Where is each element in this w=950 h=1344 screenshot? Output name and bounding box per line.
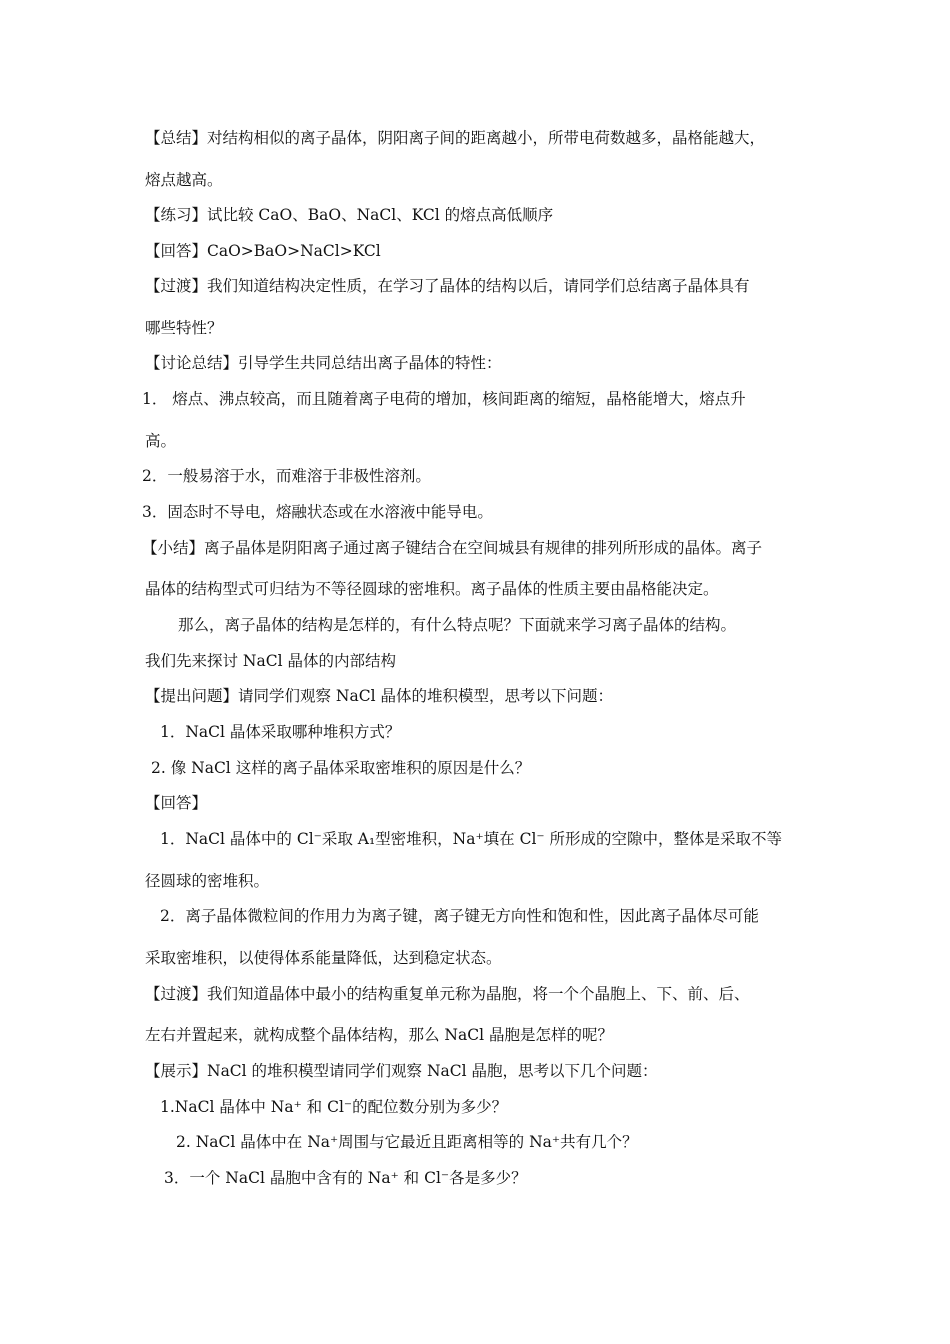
transition-line-1: 【过渡】我们知道结构决定性质，在学习了晶体的结构以后，请同学们总结离子晶体具有 bbox=[145, 277, 750, 295]
transition-2-line-1: 【过渡】我们知道晶体中最小的结构重复单元称为晶胞，将一个个晶胞上、下、前、后、 bbox=[145, 985, 750, 1003]
summary-line-2: 熔点越高。 bbox=[145, 171, 223, 189]
display-question-1: 1.NaCl 晶体中 Na⁺ 和 Cl⁻的配位数分别为多少？ bbox=[160, 1098, 508, 1116]
transition-2-line-2: 左右并置起来，就构成整个晶体结构，那么 NaCl 晶胞是怎样的呢？ bbox=[145, 1026, 613, 1044]
display-question-2: 2. NaCl 晶体中在 Na⁺周围与它最近且距离相等的 Na⁺共有几个？ bbox=[176, 1133, 638, 1151]
question-1: 1．NaCl 晶体采取哪种堆积方式？ bbox=[160, 723, 401, 741]
lead-in-line: 那么，离子晶体的结构是怎样的，有什么特点呢？下面就来学习离子晶体的结构。 bbox=[178, 616, 737, 634]
property-3: 3．固态时不导电，熔融状态或在水溶液中能导电。 bbox=[142, 503, 493, 521]
display-question-3: 3．一个 NaCl 晶胞中含有的 Na⁺ 和 Cl⁻各是多少？ bbox=[164, 1169, 527, 1187]
nacl-intro-line: 我们先来探讨 NaCl 晶体的内部结构 bbox=[145, 652, 396, 670]
question-2: 2. 像 NaCl 这样的离子晶体采取密堆积的原因是什么？ bbox=[151, 759, 531, 777]
brief-summary-line-1: 【小结】离子晶体是阴阳离子通过离子键结合在空间城县有规律的排列所形成的晶体。离子 bbox=[142, 539, 763, 557]
property-2: 2．一般易溶于水，而难溶于非极性溶剂。 bbox=[142, 467, 431, 485]
transition-line-2: 哪些特性？ bbox=[145, 319, 223, 337]
property-1-line-2: 高。 bbox=[145, 432, 177, 450]
discussion-heading: 【讨论总结】引导学生共同总结出离子晶体的特性： bbox=[145, 354, 502, 372]
question-heading: 【提出问题】请同学们观察 NaCl 晶体的堆积模型，思考以下问题： bbox=[145, 687, 613, 705]
answer-2-line-1: 2．离子晶体微粒间的作用力为离子键，离子键无方向性和饱和性，因此离子晶体尽可能 bbox=[160, 907, 759, 925]
display-line: 【展示】NaCl 的堆积模型请同学们观察 NaCl 晶胞，思考以下几个问题： bbox=[145, 1062, 658, 1080]
exercise-line: 【练习】试比较 CaO、BaO、NaCl、KCl 的熔点高低顺序 bbox=[145, 206, 554, 224]
property-1-line-1: 1． 熔点、沸点较高，而且随着离子电荷的增加，核间距离的缩短，晶格能增大，熔点升 bbox=[142, 390, 746, 408]
summary-line-1: 【总结】对结构相似的离子晶体，阴阳离子间的距离越小，所带电荷数越多，晶格能越大， bbox=[145, 129, 766, 147]
answer-heading: 【回答】 bbox=[145, 794, 208, 812]
answer-1-line-1: 1．NaCl 晶体中的 Cl⁻采取 A₁型密堆积，Na⁺填在 Cl⁻ 所形成的空隙中，整体是采取不等 bbox=[160, 830, 783, 848]
answer-line: 【回答】CaO>BaO>NaCl>KCl bbox=[145, 242, 381, 260]
answer-2-line-2: 采取密堆积，以使得体系能量降低，达到稳定状态。 bbox=[145, 949, 502, 967]
brief-summary-line-2: 晶体的结构型式可归结为不等径圆球的密堆积。离子晶体的性质主要由晶格能决定。 bbox=[145, 580, 719, 598]
answer-1-line-2: 径圆球的密堆积。 bbox=[145, 872, 270, 890]
